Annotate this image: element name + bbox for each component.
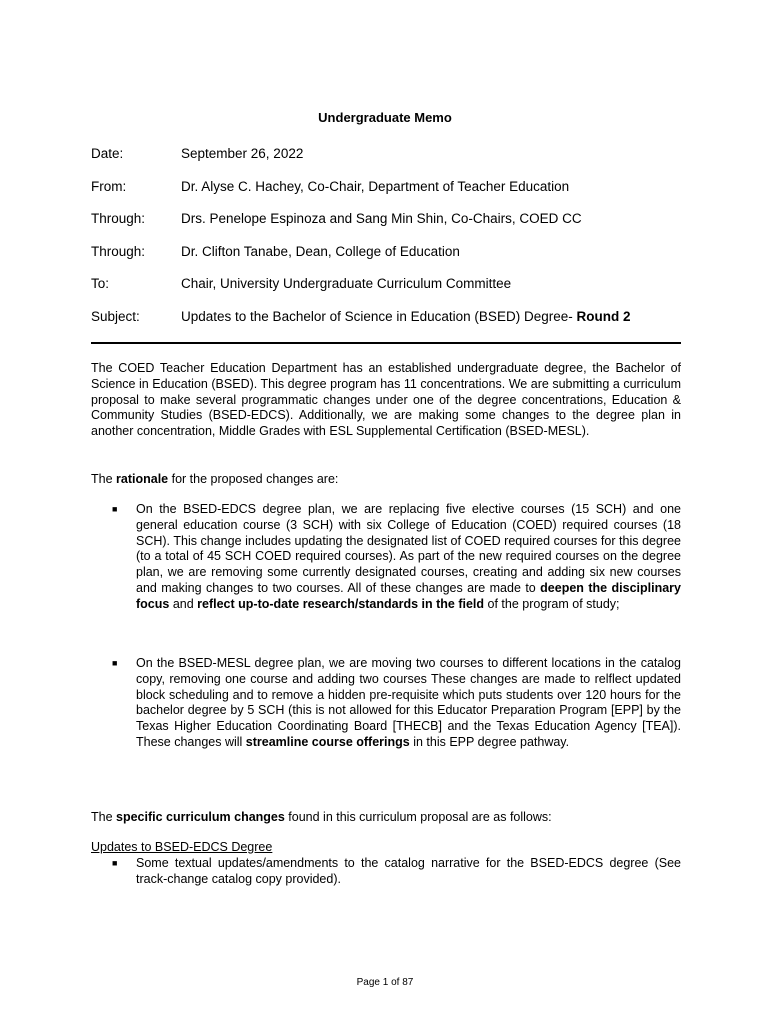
specific-post: found in this curriculum proposal are as follows:: [284, 810, 552, 824]
bullet-edcs-d: of the program of study;: [484, 596, 620, 611]
header-label: Subject:: [91, 309, 140, 324]
bullet-mesl-a: On the BSED-MESL degree plan, we are moving two courses to different locations in the catalog copy, removing one course and adding two courses These changes are made to relflect updated block scheduling and to remove a hidden pre-requisite which puts students over 120 hours for the bachelor degree by 5 SCH (this is not allowed for this Educator Preparation Program [EPP] by the Texas Higher Education Coordinating Board [THECB] and the Texas Education Agency [TEA]). These changes will: [136, 656, 681, 749]
specific-changes-line: [91, 810, 681, 826]
rationale-pre: The: [91, 472, 117, 486]
page-number: Page 1 of 87: [356, 977, 414, 988]
header-value: Dr. Clifton Tanabe, Dean, College of Education: [181, 244, 460, 259]
header-label: Through:: [91, 211, 146, 226]
bullet-edcs-bold-1: deepen the disciplinary focus: [136, 580, 681, 611]
header-divider: [91, 342, 681, 344]
header-value: Drs. Penelope Espinoza and Sang Min Shin, Co-Chairs, COED CC: [181, 211, 582, 226]
header-label: Date:: [91, 146, 124, 161]
header-value: September 26, 2022: [181, 146, 304, 161]
subject-text: Updates to the Bachelor of Science in Education (BSED) Degree-: [181, 309, 577, 324]
subject-round: Round 2: [576, 309, 631, 324]
bullet-mesl: [91, 656, 681, 751]
rationale-post: for the proposed changes are:: [168, 472, 339, 486]
bullet-catalog: [91, 856, 681, 888]
bullet-mesl-bold: streamline course offerings: [245, 734, 410, 749]
header-value: Chair, University Undergraduate Curriculum Committee: [181, 276, 512, 291]
rationale-bold: rationale: [116, 472, 169, 486]
bullet-square-icon: ■: [112, 658, 118, 668]
bullet-square-icon: ■: [112, 504, 118, 514]
header-label: From:: [91, 179, 127, 194]
bullet-catalog-text: Some textual updates/amendments to the catalog narrative for the BSED-EDCS degree (See track-change catalog copy provided).: [136, 856, 681, 886]
header-label: To:: [91, 276, 110, 291]
section-heading-edcs: Updates to BSED-EDCS Degree: [91, 840, 273, 854]
bullet-edcs-a: On the BSED-EDCS degree plan, we are replacing five elective courses (15 SCH) and one general education course (3 SCH) with six College of Education (COED) required courses (18 SCH). This change includes updating the designated list of COED required courses for this degree (to a total of 45 SCH COED required courses). As part of the new required courses on the degree plan, we are removing some currently designated courses, creating and adding six new courses and making changes to two courses. All of these changes are made to: [136, 502, 681, 595]
memo-title: Undergraduate Memo: [318, 110, 452, 125]
intro-paragraph: The COED Teacher Education Department has an established undergraduate degree, the Bachelor of Science in Education (BSED). This degree program has 11 concentrations. We are submitting a curriculum proposal to make several programmatic changes under one of the degree concentrations, Education & Community Studies (BSED-EDCS). Additionally, we are making some changes to the degree plan in another concentration, Middle Grades with ESL Supplemental Certification (BSED-MESL).: [91, 361, 681, 439]
header-value: [181, 309, 630, 324]
specific-bold: specific curriculum changes: [116, 810, 285, 824]
bullet-edcs-text: [136, 502, 681, 613]
rationale-line: [91, 472, 681, 488]
bullet-mesl-c: in this EPP degree pathway.: [409, 734, 570, 749]
bullet-square-icon: ■: [112, 858, 118, 868]
bullet-edcs-c: and: [169, 596, 198, 611]
bullet-edcs: [91, 502, 681, 613]
bullet-mesl-text: [136, 656, 681, 751]
bullet-edcs-bold-2: reflect up-to-date research/standards in the field: [197, 596, 485, 611]
header-value: Dr. Alyse C. Hachey, Co-Chair, Department of Teacher Education: [181, 179, 570, 194]
specific-pre: The: [91, 810, 117, 824]
header-label: Through:: [91, 244, 146, 259]
